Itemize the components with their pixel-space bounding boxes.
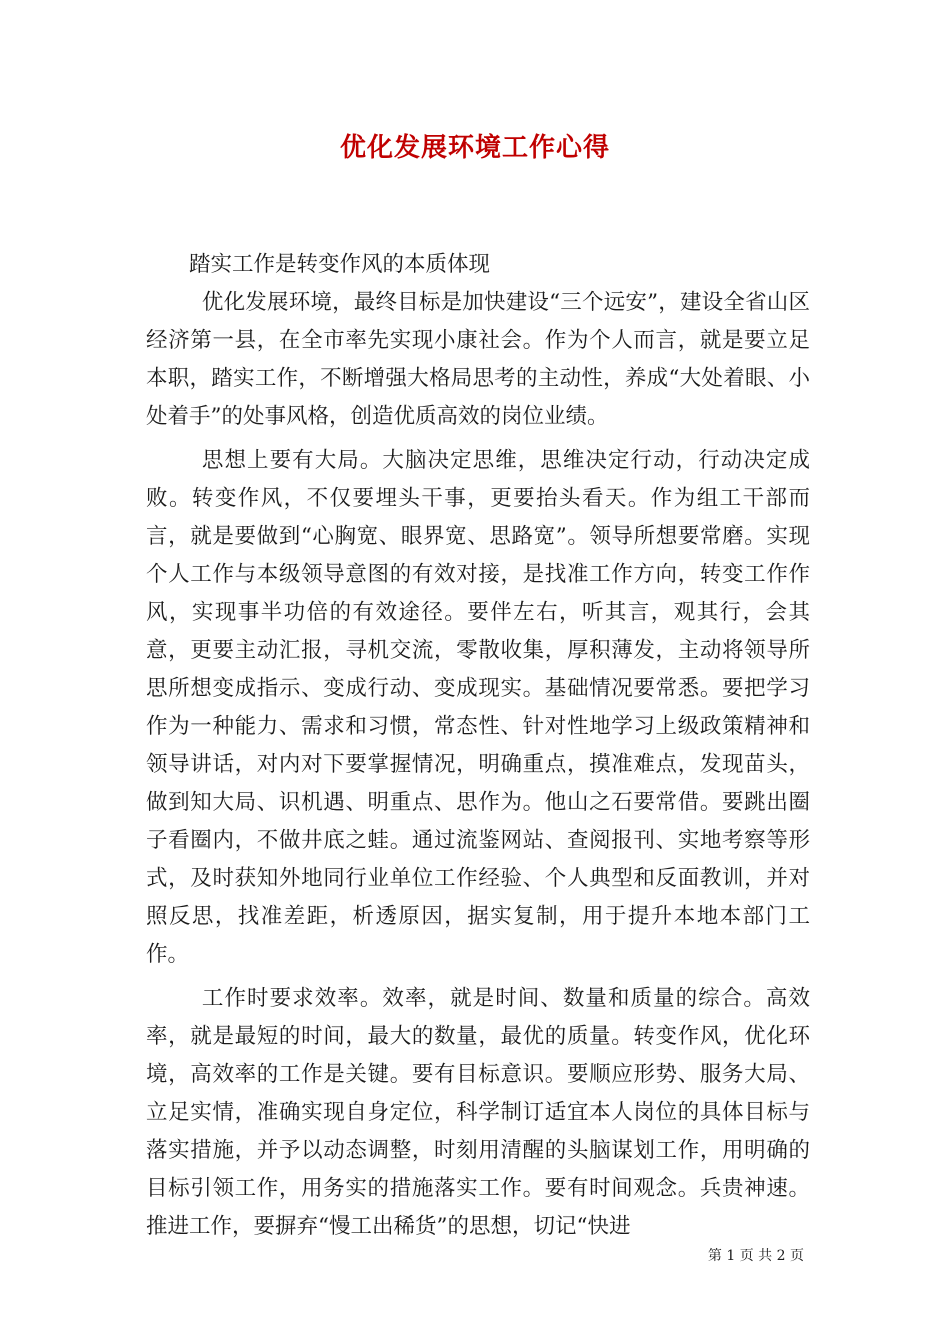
paragraph-1: 优化发展环境，最终目标是加快建设“三个远安”，建设全省山区经济第一县，在全市率先实现小康社会。作为个人而言，就是要立足本职，踏实工作，不断增强大格局思考的主动性，养成“大处着眼、小处着手”的处事风格，创造优质高效的岗位业绩。 bbox=[146, 290, 810, 429]
section-subheading: 踏实工作是转变作风的本质体现 bbox=[189, 252, 491, 277]
page-number-footer: 第 1 页 共 2 页 bbox=[707, 1248, 804, 1264]
document-body bbox=[146, 246, 810, 1252]
document-title: 优化发展环境工作心得 bbox=[339, 133, 610, 163]
paragraph-2: 思想上要有大局。大脑决定思维，思维决定行动，行动决定成败。转变作风，不仅要埋头干事，更要抬头看天。作为组工干部而言，就是要做到“心胸宽、眼界宽、思路宽”。领导所想要常磨。实现个人工作与本级领导意图的有效对接，是找准工作方向，转变工作作风，实现事半功倍的有效途径。要伴左右，听其言，观其行，会其意，更要主动汇报，寻机交流，零散收集，厚积薄发，主动将领导所思所想变成指示、变成行动、变成现实。基础情况要常悉。要把学习作为一种能力、需求和习惯，常态性、针对性地学习上级政策精神和领导讲话，对内对下要掌握情况，明确重点，摸准难点，发现苗头，做到知大局、识机遇、明重点、思作为。他山之石要常借。要跳出圈子看圈内，不做井底之蛙。通过流鉴网站、查阅报刊、实地考察等形式，及时获知外地同行业单位工作经验、个人典型和反面教训，并对照反思，找准差距，析透原因，据实复制，用于提升本地本部门工作。 bbox=[146, 448, 810, 967]
paragraph-3: 工作时要求效率。效率，就是时间、数量和质量的综合。高效率，就是最短的时间，最大的数量，最优的质量。转变作风，优化环境，高效率的工作是关键。要有目标意识。要顺应形势、服务大局、立足实情，准确实现自身定位，科学制订适宜本人岗位的具体目标与落实措施，并予以动态调整，时刻用清醒的头脑谋划工作，用明确的目标引领工作，用务实的措施落实工作。要有时间观念。兵贵神速。推进工作，要摒弃“慢工出稀货”的思想，切记“快进 bbox=[146, 986, 810, 1239]
